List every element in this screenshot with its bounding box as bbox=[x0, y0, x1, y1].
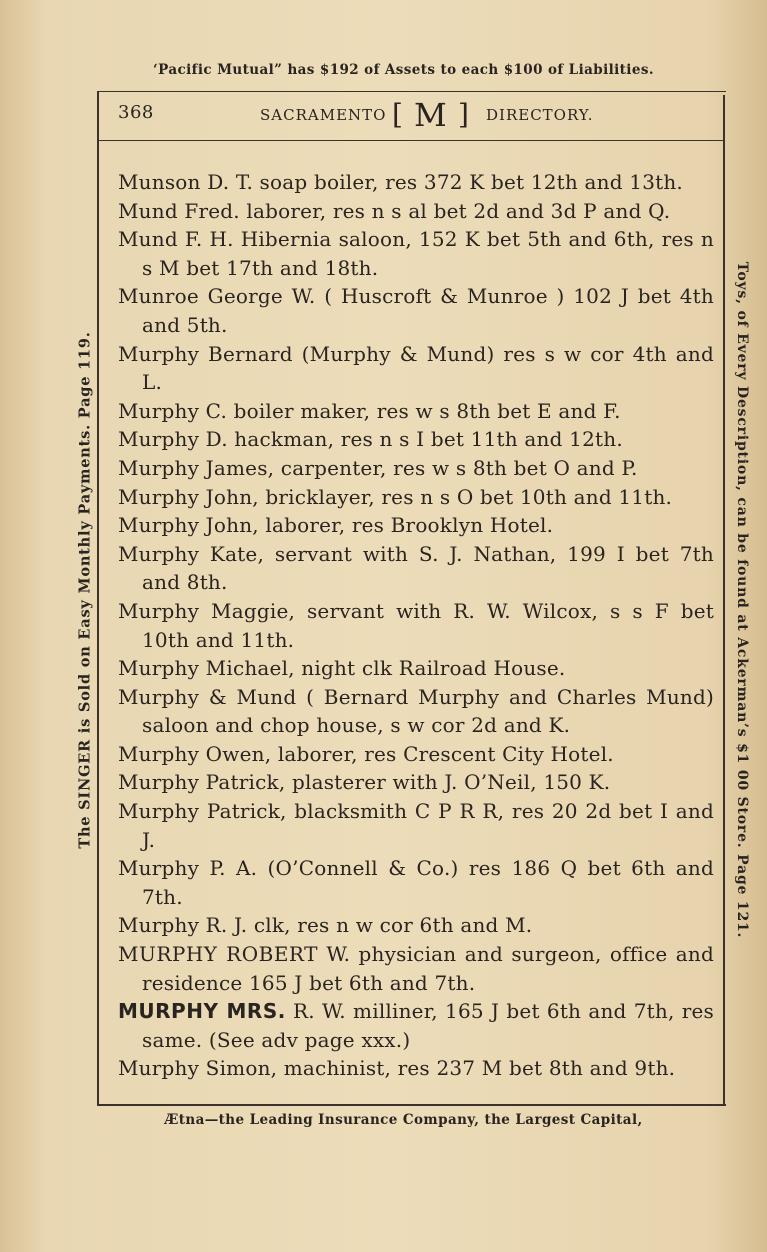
directory-entry bbox=[118, 454, 714, 483]
entry-details: Kate, servant with S. J. Nathan, 199 I bet 7th and 8th. bbox=[142, 541, 714, 595]
section-letter: M bbox=[414, 96, 447, 134]
entry-details: F. H. Hibernia saloon, 152 K bet 5th and 6th, res n s M bet 17th and 18th. bbox=[142, 227, 714, 280]
top-advertisement: ‘Pacific Mutual” has $192 of Assets to each $100 of Liabilities. bbox=[153, 62, 654, 78]
entry-surname: Murphy bbox=[118, 799, 200, 824]
entry-surname: Murphy bbox=[118, 1056, 200, 1081]
entry-details: R. J. clk, res n w cor 6th and M. bbox=[205, 913, 533, 938]
section-bracket-open: [ bbox=[392, 98, 403, 131]
entry-details: P. A. (O’Connell & Co.) res 186 Q bet 6th and 7th. bbox=[142, 856, 714, 909]
entry-surname: Murphy bbox=[118, 427, 200, 452]
directory-entry bbox=[118, 340, 714, 397]
directory-entry bbox=[118, 282, 714, 339]
directory-entry bbox=[118, 797, 714, 854]
entry-surname: Munroe bbox=[118, 284, 199, 309]
entry-surname: Murphy bbox=[118, 913, 200, 938]
entry-details: Simon, machinist, res 237 M bet 8th and 9th. bbox=[205, 1056, 676, 1081]
directory-entry bbox=[118, 768, 714, 797]
directory-entry bbox=[118, 168, 714, 197]
page-number: 368 bbox=[118, 102, 154, 123]
entry-surname: Mund bbox=[118, 198, 178, 223]
entry-surname: Murphy bbox=[118, 455, 200, 480]
right-side-advertisement: Toys, of Every Description, can be found at Ackerman’s $1 00 Store. Page 121. bbox=[734, 261, 750, 939]
entry-details: John, laborer, res Brooklyn Hotel. bbox=[205, 513, 554, 538]
entry-details: D. hackman, res n s I bet 11th and 12th. bbox=[205, 427, 623, 452]
directory-entry bbox=[118, 854, 714, 911]
city-name: SACRAMENTO bbox=[260, 106, 387, 124]
entry-details: Owen, laborer, res Crescent City Hotel. bbox=[205, 741, 614, 766]
entry-surname: Murphy bbox=[118, 541, 200, 566]
entry-surname: Murphy bbox=[118, 770, 200, 795]
entry-surname: Murphy bbox=[118, 484, 200, 509]
directory-entry bbox=[118, 225, 714, 282]
entry-details: C. boiler maker, res w s 8th bet E and F. bbox=[205, 398, 621, 423]
section-bracket-close: ] bbox=[458, 98, 469, 131]
directory-entry bbox=[118, 425, 714, 454]
directory-entry bbox=[118, 997, 714, 1054]
directory-entry bbox=[118, 1054, 714, 1083]
entry-details: Fred. laborer, res n s al bet 2d and 3d P and Q. bbox=[184, 198, 671, 223]
entry-surname: Murphy bbox=[118, 741, 200, 766]
entry-surname: Murphy bbox=[118, 341, 200, 366]
directory-entry bbox=[118, 654, 714, 683]
entry-surname: Munson bbox=[118, 170, 201, 194]
directory-entry bbox=[118, 911, 714, 940]
entry-details: Maggie, servant with R. W. Wilcox, s s F bet 10th and 11th. bbox=[142, 598, 715, 652]
entry-surname: MURPHY ROBERT bbox=[118, 942, 318, 967]
entry-surname: Murphy bbox=[118, 656, 200, 681]
directory-entry bbox=[118, 397, 714, 426]
header-rule bbox=[99, 140, 723, 141]
running-header bbox=[118, 98, 718, 138]
directory-entry bbox=[118, 940, 714, 997]
entry-details: R. W. milliner, 165 J bet 6th and 7th, res same. (See adv page xxx.) bbox=[142, 999, 714, 1052]
entry-surname: Murphy bbox=[118, 856, 200, 881]
directory-entry bbox=[118, 597, 714, 654]
entry-surname: Murphy bbox=[118, 513, 200, 538]
directory-entry bbox=[118, 197, 714, 226]
entry-details: W. physician and surgeon, office and residence 165 J bet 6th and 7th. bbox=[142, 942, 714, 995]
entry-surname: MURPHY MRS. bbox=[118, 999, 286, 1024]
left-side-advertisement: The SINGER is Sold on Easy Monthly Payments. Page 119. bbox=[76, 331, 94, 849]
entry-details: Michael, night clk Railroad House. bbox=[205, 656, 566, 681]
entry-details: D. T. soap boiler, res 372 K bet 12th and 13th. bbox=[207, 170, 683, 194]
entry-details: John, bricklayer, res n s O bet 10th and 11th. bbox=[205, 484, 673, 509]
directory-entry bbox=[118, 483, 714, 512]
directory-title: DIRECTORY. bbox=[486, 106, 594, 124]
entry-surname: Murphy bbox=[118, 684, 200, 709]
entry-details: & Mund ( Bernard Murphy and Charles Mund) saloon and chop house, s w cor 2d and K. bbox=[142, 684, 714, 738]
bottom-advertisement: Ætna—the Leading Insurance Company, the Largest Capital, bbox=[164, 1112, 643, 1128]
directory-entry bbox=[118, 683, 714, 740]
page-frame-right-rule bbox=[723, 95, 725, 1105]
directory-entry bbox=[118, 540, 714, 597]
directory-entry bbox=[118, 511, 714, 540]
directory-entries bbox=[118, 168, 714, 1083]
entry-details: Bernard (Murphy & Mund) res s w cor 4th and L. bbox=[142, 341, 714, 395]
entry-details: George W. ( Huscroft & Munroe ) 102 J bet 4th and 5th. bbox=[142, 284, 714, 337]
entry-surname: Murphy bbox=[118, 398, 200, 423]
directory-entry bbox=[118, 740, 714, 769]
entry-surname: Murphy bbox=[118, 598, 200, 623]
entry-details: James, carpenter, res w s 8th bet O and P. bbox=[205, 455, 638, 480]
entry-surname: Mund bbox=[118, 227, 178, 252]
entry-details: Patrick, plasterer with J. O’Neil, 150 K. bbox=[205, 770, 611, 795]
entry-details: Patrick, blacksmith C P R R, res 20 2d bet I and J. bbox=[142, 799, 715, 852]
